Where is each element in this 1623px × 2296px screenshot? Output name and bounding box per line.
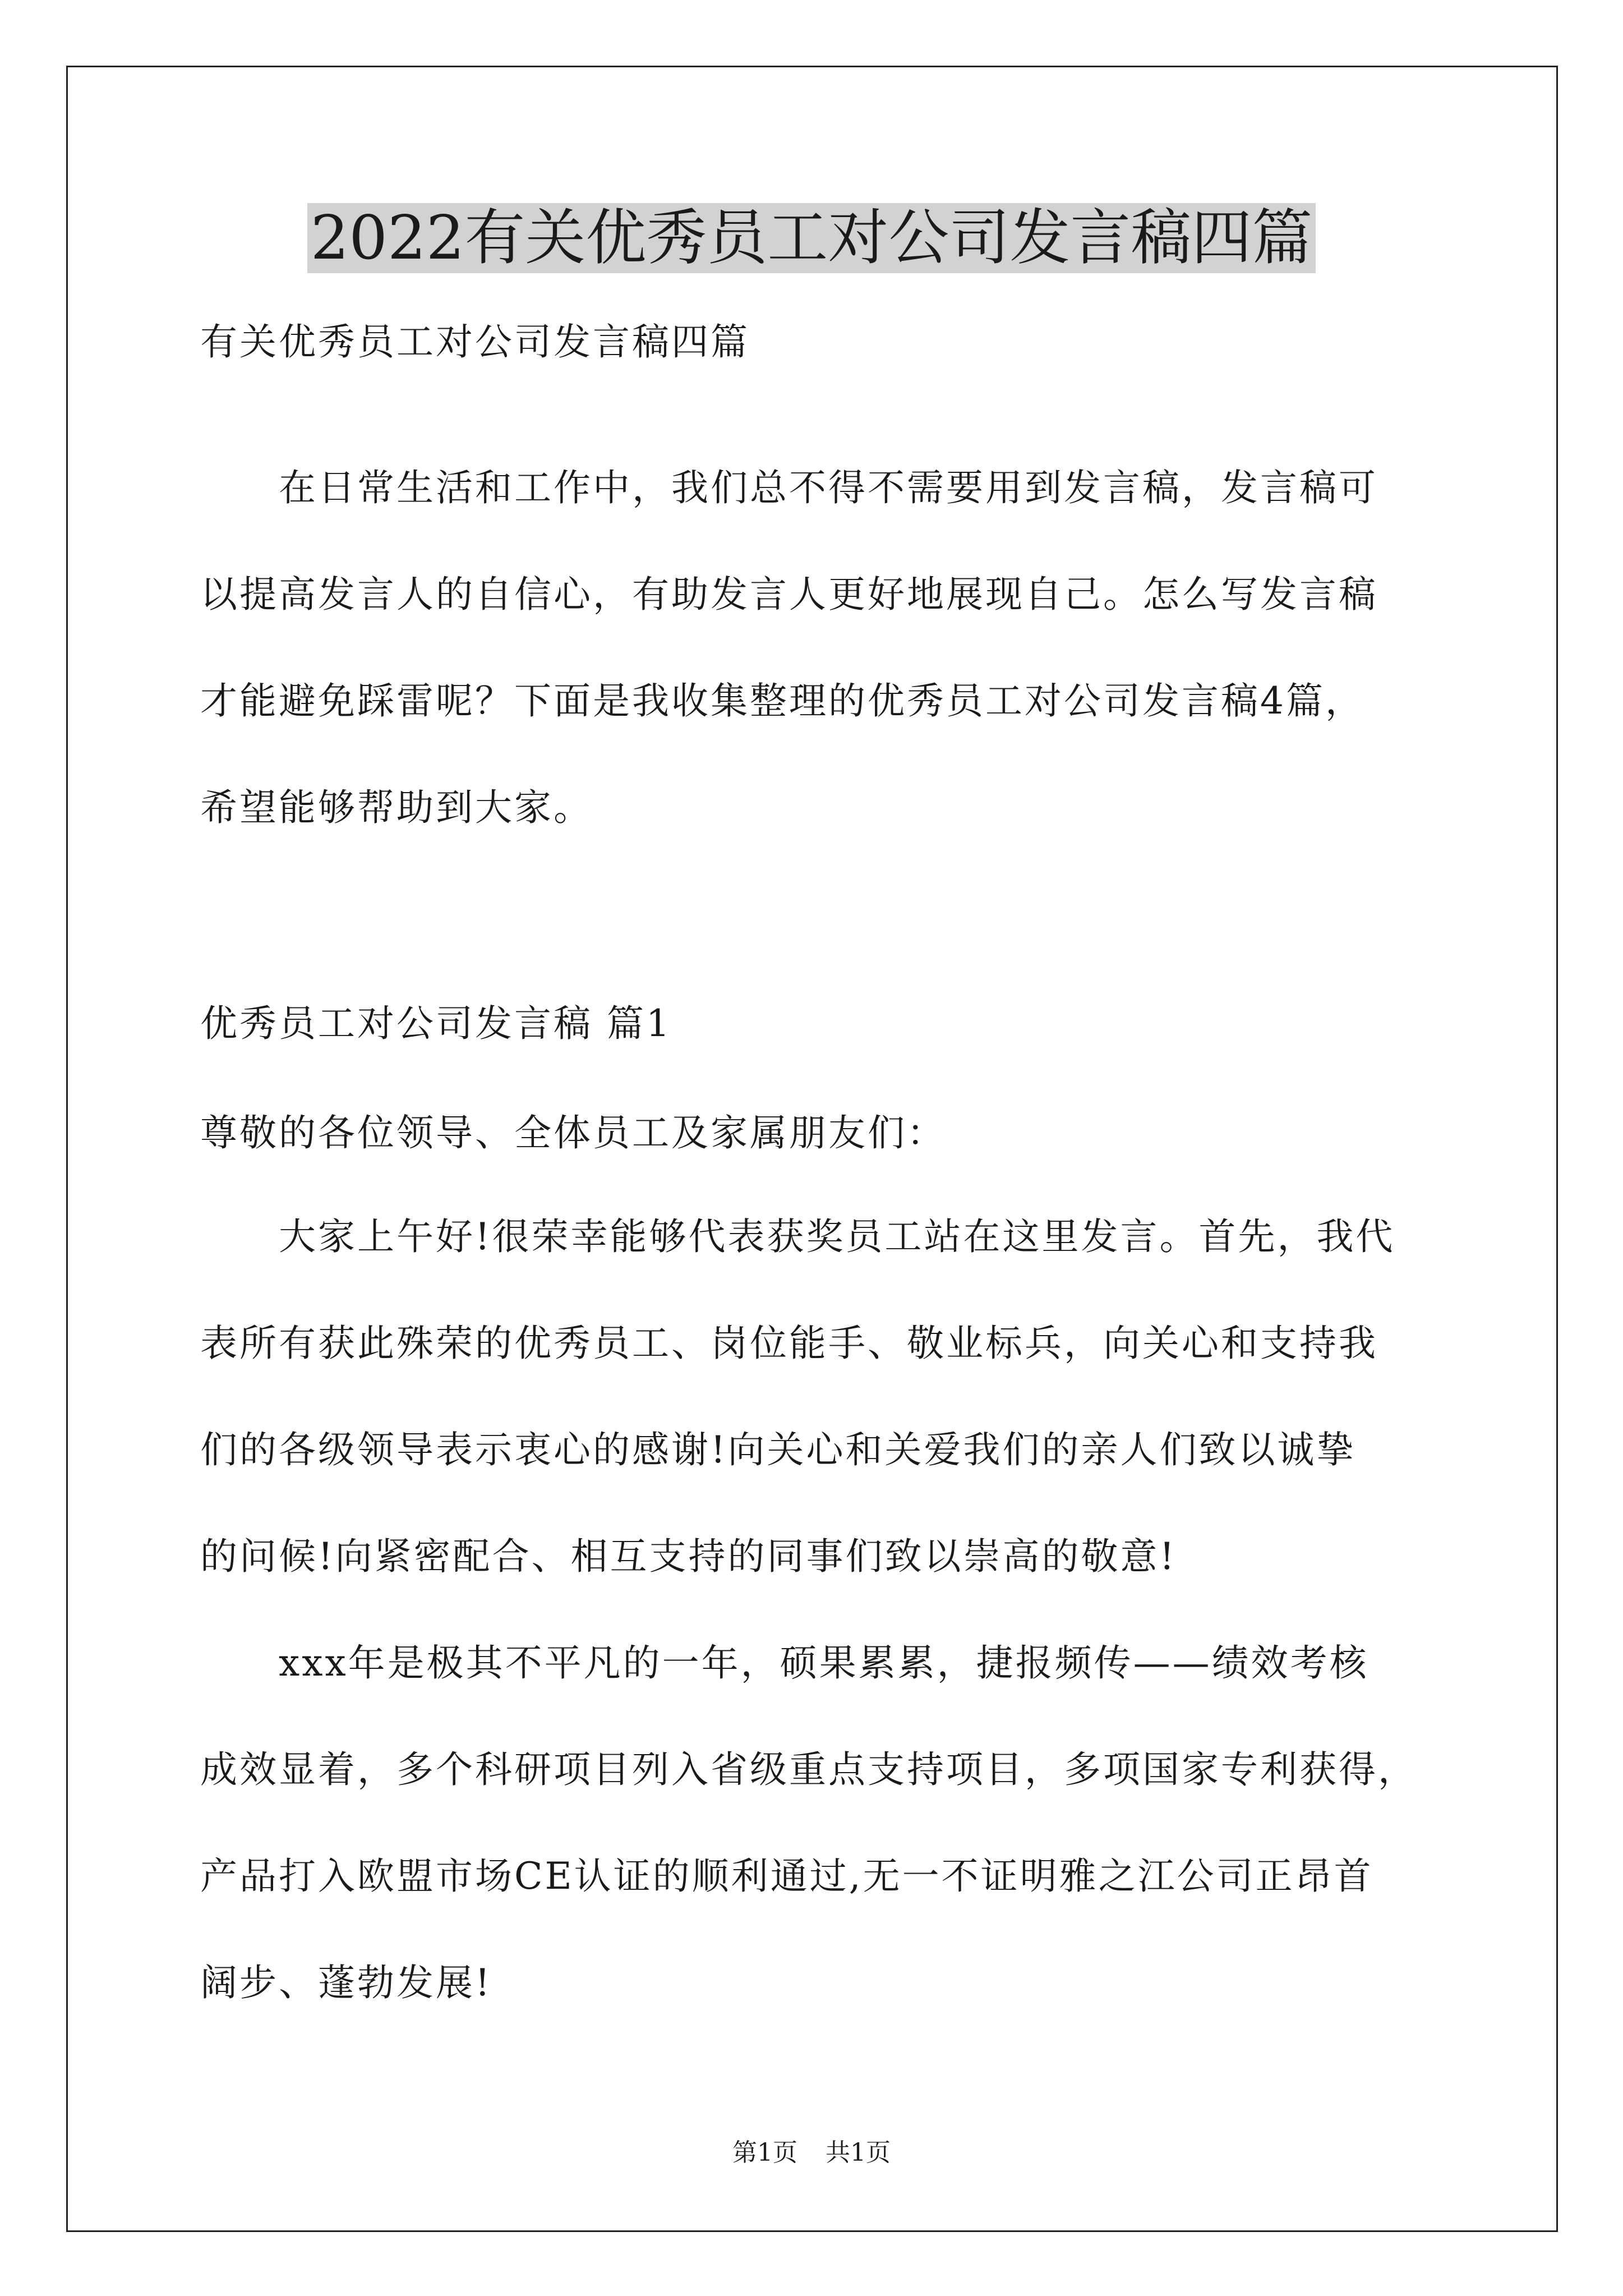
intro-line: 在日常生活和工作中，我们总不得不需要用到发言稿，发言稿可 xyxy=(279,466,1378,509)
page-number-current: 第1页 xyxy=(732,2138,797,2167)
paragraph-line: 的问候!向紧密配合、相互支持的同事们致以崇高的敬意! xyxy=(200,1535,1177,1578)
paragraph-line: 大家上午好!很荣幸能够代表获奖员工站在这里发言。首先，我代 xyxy=(279,1215,1395,1258)
paragraph-line: 成效显着，多个科研项目列入省级重点支持项目，多项国家专利获得， xyxy=(200,1748,1417,1791)
intro-line: 希望能够帮助到大家。 xyxy=(200,786,593,829)
document-title-text: 2022有关优秀员工对公司发言稿四篇 xyxy=(307,203,1316,273)
paragraph-line: xxx年是极其不平凡的一年，硕果累累，捷报频传——绩效考核 xyxy=(279,1641,1369,1685)
intro-line: 才能避免踩雷呢？下面是我收集整理的优秀员工对公司发言稿4篇， xyxy=(200,679,1364,723)
paragraph-line: 产品打入欧盟市场CE认证的顺利通过,无一不证明雅之江公司正昂首 xyxy=(200,1855,1373,1898)
paragraph-line: 阔步、蓬勃发展! xyxy=(200,1961,492,2004)
paragraph-line: 表所有获此殊荣的优秀员工、岗位能手、敬业标兵，向关心和支持我 xyxy=(200,1322,1378,1365)
paragraph-line: 们的各级领导表示衷心的感谢!向关心和关爱我们的亲人们致以诚挚 xyxy=(200,1428,1356,1471)
page-footer xyxy=(0,2136,1623,2170)
document-subtitle: 有关优秀员工对公司发言稿四篇 xyxy=(200,320,750,364)
document-title xyxy=(0,199,1623,278)
page-number-total: 共1页 xyxy=(826,2138,891,2167)
section-heading: 优秀员工对公司发言稿 篇1 xyxy=(200,1002,672,1045)
salutation: 尊敬的各位领导、全体员工及家属朋友们： xyxy=(200,1111,946,1154)
intro-line: 以提高发言人的自信心，有助发言人更好地展现自己。怎么写发言稿 xyxy=(200,573,1378,616)
